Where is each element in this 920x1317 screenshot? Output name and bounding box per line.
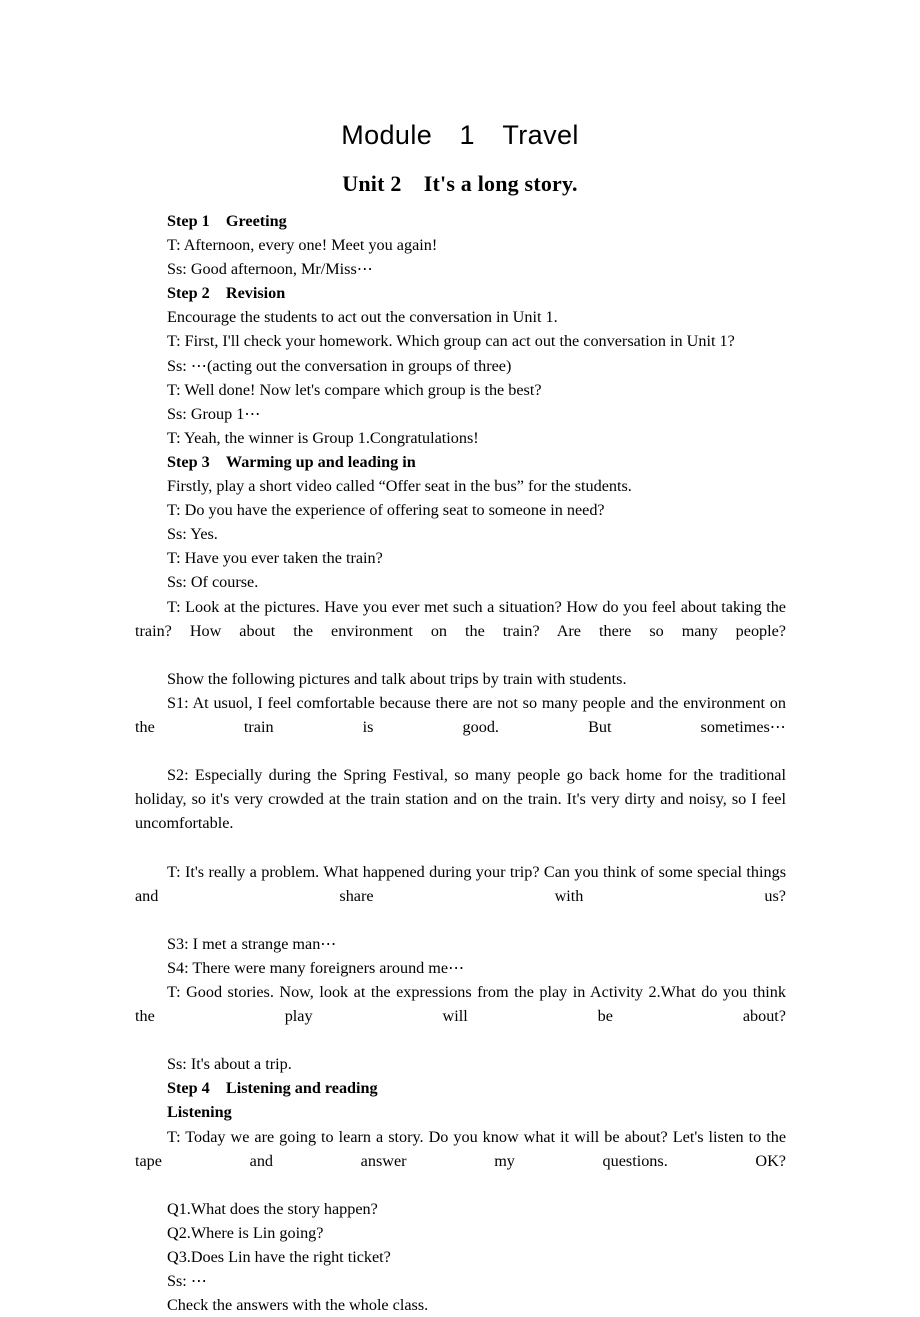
text-line-firstly-play-video: Firstly, play a short video called “Offer seat in the bus” for the students. [167,477,632,496]
text-line-ss-ellipsis: Ss: ⋯ [167,1272,208,1291]
text-line-ss-about-a-trip: Ss: It's about a trip. [167,1055,292,1074]
text-line-ss-yes: Ss: Yes. [167,525,218,544]
text-line-t-yeah-winner: T: Yeah, the winner is Group 1.Congratulations! [167,428,479,447]
text-line-s2-spring-festival: S2: Especially during the Spring Festival, so many people go back home for the traditional holiday, so it's very crowded at the train station and on the train. It's very dirty and noisy, so I feel uncomfortable. [135,766,791,833]
text-line-listening-heading: Listening [167,1103,232,1122]
text-line-t-have-you-train: T: Have you ever taken the train? [167,549,383,568]
text-line-t-look-pictures: T: Look at the pictures. Have you ever met such a situation? How do you feel about taking the train? How about the environment on the train? Are there so many people? [135,597,791,640]
text-line-ss-of-course: Ss: Of course. [167,573,259,592]
text-line-ss-group-1: Ss: Group 1⋯ [167,404,261,423]
text-line-s1-at-usuol: S1: At usuol, I feel comfortable because there are not so many people and the environment on the train is good. But sometimes⋯ [135,693,791,736]
text-line-check-answers: Check the answers with the whole class. [167,1296,429,1315]
text-line-t-afternoon: T: Afternoon, every one! Meet you again! [167,236,438,255]
text-line-show-pictures: Show the following pictures and talk about trips by train with students. [167,669,627,688]
text-line-s4-foreigners: S4: There were many foreigners around me⋯ [167,958,465,977]
text-line-t-really-a-problem: T: It's really a problem. What happened during your trip? Can you think of some special things and share with us? [135,862,791,905]
text-line-ss-good-afternoon: Ss: Good afternoon, Mr/Miss⋯ [167,260,373,279]
text-line-q2: Q2.Where is Lin going? [167,1223,324,1242]
text-line-t-good-stories: T: Good stories. Now, look at the expressions from the play in Activity 2.What do you think the play will be about? [135,983,791,1026]
text-line-step1-heading: Step 1 Greeting [167,212,287,230]
text-line-step2-heading: Step 2 Revision [167,284,286,303]
module-title: Module 1 Travel [341,120,579,150]
text-line-step4-heading: Step 4 Listening and reading [167,1079,378,1098]
text-line-ss-acting-out: Ss: ⋯(acting out the conversation in groups of three) [167,356,512,375]
text-line-encourage-students: Encourage the students to act out the conversation in Unit 1. [167,308,558,327]
text-line-q3: Q3.Does Lin have the right ticket? [167,1248,391,1267]
text-line-t-today-story: T: Today we are going to learn a story. Do you know what it will be about? Let's listen to the tape and answer my questions. OK? [135,1127,791,1170]
text-line-s3-strange-man: S3: I met a strange man⋯ [167,934,337,953]
lesson-plan-body [135,209,791,1317]
text-line-step3-heading: Step 3 Warming up and leading in [167,452,416,471]
text-line-q1: Q1.What does the story happen? [167,1199,378,1218]
text-line-t-first-homework: T: First, I'll check your homework. Which group can act out the conversation in Unit 1? [167,332,735,351]
unit-title: Unit 2 It's a long story. [342,171,578,196]
text-line-t-do-you-have-exp: T: Do you have the experience of offering seat to someone in need? [167,501,605,520]
text-line-t-well-done: T: Well done! Now let's compare which group is the best? [167,380,542,399]
